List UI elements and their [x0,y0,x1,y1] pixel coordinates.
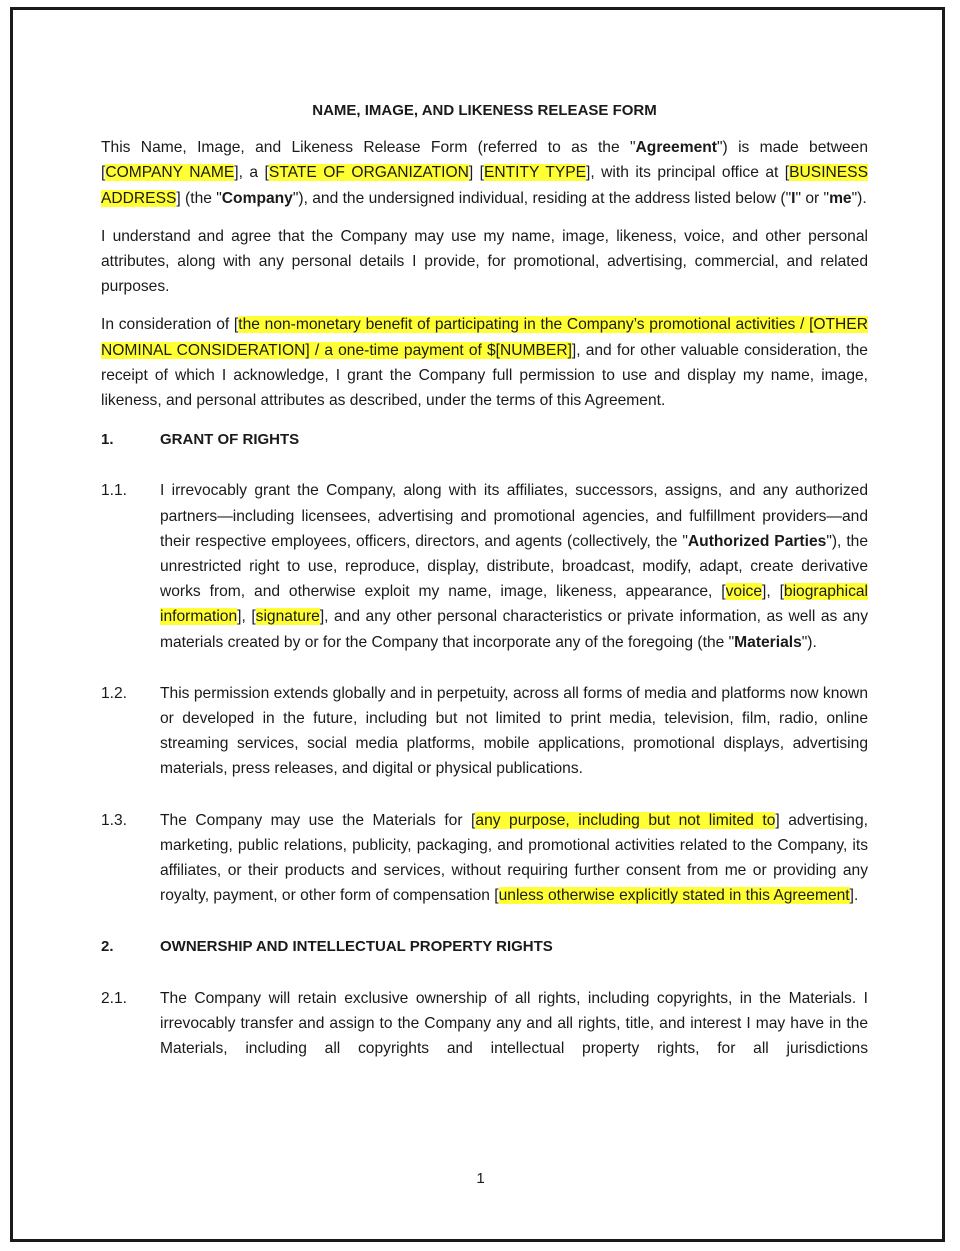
page-number: 1 [476,1170,485,1187]
section-heading-ownership [101,934,868,959]
placeholder-company-name: COMPANY NAME [105,164,235,182]
section-heading-grant-of-rights [101,427,868,452]
section-title: GRANT OF RIGHTS [160,431,300,449]
section-number: 1. [101,431,114,449]
placeholder-business-address: BUSINESS ADDRESS [101,164,868,207]
clause-text: I irrevocably grant the Company, along with its affiliates, successors, assigns, and any authorized partners—including licensees, advertising and promotional agencies, and fulfillment providers—and their respective employees, officers, directors, and agents (collectively, the "Authorized Parties"), the unrestricted right to use, reproduce, display, distribute, broadcast, modify, adapt, create derivative works from, and otherwise exploit my name, image, likeness, appearance, [voice], [biographical information], [signature], and any other personal characteristics or private information, as well as any materials created by or for the Company that incorporate any of the foregoing (the "Materials"). [160,482,868,651]
placeholder-state-of-organization: STATE OF ORGANIZATION [268,164,469,182]
clause-1-2 [101,681,868,782]
placeholder-biographical-information: biographical information [160,583,868,626]
clause-number: 1.1. [101,482,128,500]
clause-number: 1.2. [101,684,128,702]
intro-paragraph-understanding: I understand and agree that the Company may use my name, image, likeness, voice, and other personal attributes, along with any personal details I provide, for promotional, advertising, commercial, and related purposes. [101,227,868,296]
clause-1-1 [101,478,868,654]
placeholder-signature: signature [255,608,320,626]
clause-1-3 [101,808,868,909]
clause-number: 2.1. [101,989,128,1007]
clause-text: The Company will retain exclusive ownership of all rights, including copyrights, in the Materials. I irrevocably transfer and assign to the Company any and all rights, title, and interest I may have in the Materials, including all copyrights and intellectual property rights, for all jurisdictions [160,989,868,1058]
document-body [101,98,868,1061]
clause-2-1 [101,986,868,1062]
placeholder-consideration: the non-monetary benefit of participating in the Company’s promotional activities / [OTHER NOMINAL CONSIDERATION] / a one-time payment of $[NUMBER] [101,316,868,359]
intro-paragraph-parties: This Name, Image, and Likeness Release Form (referred to as the "Agreement") is made between [COMPANY NAME], a [STATE OF ORGANIZATION] [ENTITY TYPE], with its principal office at [BUSINESS ADDRESS] (the "Company"), and the undersigned individual, residing at the address listed below ("I" or "me"). [101,139,868,207]
section-number: 2. [101,938,114,956]
placeholder-entity-type: ENTITY TYPE [483,164,587,182]
document-page [10,7,945,1242]
section-title: OWNERSHIP AND INTELLECTUAL PROPERTY RIGHTS [160,938,553,956]
clause-number: 1.3. [101,811,128,829]
clause-text: The Company may use the Materials for [any purpose, including but not limited to] advertising, marketing, public relations, publicity, packaging, and promotional activities related to the Company, its affiliates, or their products and services, without requiring further consent from me or providing any royalty, payment, or other form of compensation [unless otherwise explicitly stated in this Agreement]. [160,811,868,905]
document-title: NAME, IMAGE, AND LIKENESS RELEASE FORM [312,102,657,119]
intro-paragraph-consideration: In consideration of [the non-monetary benefit of participating in the Company’s promotional activities / [OTHER NOMINAL CONSIDERATION] / a one-time payment of $[NUMBER]], and for other valuable consideration, the receipt of which I acknowledge, I grant the Company full permission to use and display my name, image, likeness, and personal attributes as described, under the terms of this Agreement. [101,316,868,410]
placeholder-voice: voice [725,583,763,601]
placeholder-compensation-exception: unless otherwise explicitly stated in this Agreement [498,887,850,905]
placeholder-purpose: any purpose, including but not limited to [475,811,776,829]
clause-text: This permission extends globally and in perpetuity, across all forms of media and platforms now known or developed in the future, including but not limited to print media, television, film, radio, online streaming services, social media platforms, mobile applications, promotional displays, advertising materials, press releases, and digital or physical publications. [160,684,868,778]
